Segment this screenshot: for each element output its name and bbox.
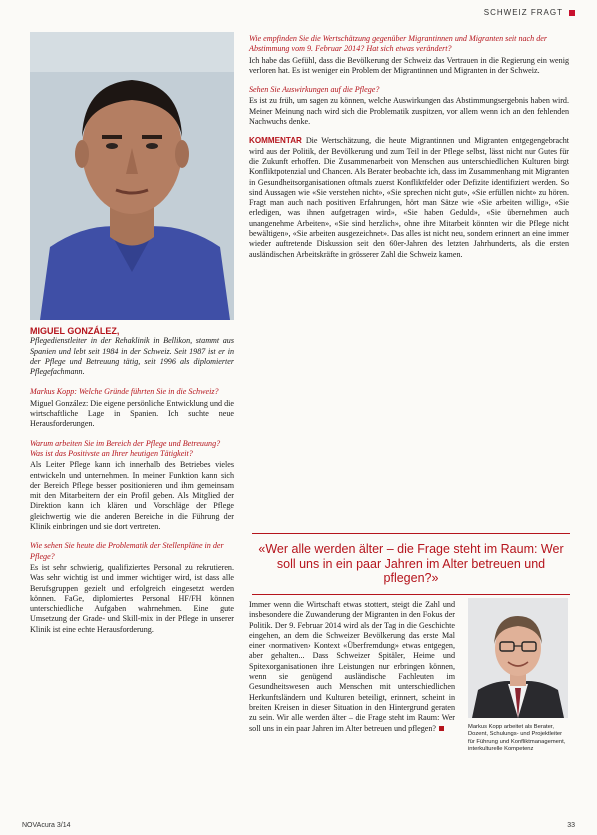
- page-footer: [22, 822, 575, 829]
- publication-name: NOVAcura 3/14: [22, 822, 71, 829]
- page-number: 33: [567, 822, 575, 829]
- end-of-article-icon: [439, 726, 444, 731]
- answer: Es ist sehr schwierig, qualifiziertes Personal zu rekrutieren. Was sehr wichtig ist und immer wichtiger wird, ist dass alle Berufsgruppen gezielt und erfolgreich eingesetzt werden können. FaGe, diplomiertes Personal HF/FH können unterschiedliche Aufgaben wahrnehmen. Eine gute Umsetzung der Grade- und Skill-mix in der Pflege in unserer Klinik ist eine echte Herausforderung.: [30, 562, 234, 634]
- kommentar-text: Die Wertschätzung, die heute Migrantinnen und Migranten entgegengebracht wird aus der Politik, der Bevölkerung und zum Teil in der Pflege selbst, lässt nicht nur Gutes für die Zukunft erhoffen. Die Zusammenarbeit von Menschen aus unterschiedlichen Kulturen birgt Konfliktpotenzial und Chancen. Als Berater beobachte ich, dass im Zusammenhang mit Migranten in Gesundheitsorganisationen oftmals zuerst Konfliktfelder oder Defizite identifiziert werden. So sind Aussagen wie «Sie verstehen nicht», «Sie sprechen nicht gut», «Sie erfüllen nicht» zu hören. Fragt man auch nach positiven Erfahrungen, hört man Sätze wie «Sie arbeiten willig», «Sie erledigen, was ihnen aufgetragen wird», «Sie haben Geduld», «Sie übernehmen auch unangenehme Arbeiten», «Sie sind herzlich», ohne ihre Mitarbeit könnten wir die Pflege nicht bewältigen», «Sie arbeiten ausgezeichnet». Das alles ist nicht neu, sondern erinnert an eine immer wieder auftretende Diskussion seit den 60er-Jahren des letzten Jahrhunderts, als die ersten ausländischen Arbeitskräfte in grösserer Zahl die Schweiz kamen.: [249, 136, 569, 259]
- question: Wie empfinden Sie die Wertschätzung gegenüber Migrantinnen und Migranten seit nach der Abstimmung vom 9. Februar 2014? Hat sich etwas verändert?: [249, 34, 547, 54]
- section-label: SCHWEIZ FRAGT: [483, 8, 563, 17]
- question: Warum arbeiten Sie im Bereich der Pflege und Betreuung? Was ist das Positivste an Ihrer heutigen Tätigkeit?: [30, 438, 221, 458]
- interview-left-column: [30, 326, 234, 644]
- question: Wie sehen Sie heute die Problematik der Stellenpläne in der Pflege?: [30, 541, 224, 561]
- question: Markus Kopp: Welche Gründe führten Sie in die Schweiz?: [30, 387, 219, 397]
- interview-right-column: [249, 34, 569, 269]
- pull-quote: «Wer alle werden älter – die Frage steht im Raum: Wer soll uns in ein paar Jahren im Alter betreuen und pflegen?»: [252, 533, 570, 595]
- answer: Miguel González: Die eigene persönliche Entwicklung und die wirtschaftliche Lage in Spanien. Ich suchte neue Herausforderungen.: [30, 398, 234, 429]
- answer: Als Leiter Pflege kann ich innerhalb des Betriebes vieles entwickeln und unternehmen. In meiner Funktion kann sich der Bereich Pflege besser positionieren und ihm gemeinsam mit den Mitarbeitern der ein Profil geben. Als Mitglied der Direktion kann ich klären und Vorschläge der Pflege gleichwertig wie die anderen Bereiche in die Führung der Klinik einbringen und sie dort vertreten.: [30, 460, 234, 532]
- closing-text: Immer wenn die Wirtschaft etwas stottert, steigt die Zahl und insbesondere die Zuwanderung der Migranten in den Fokus der Politik. Der 9. Februar 2014 wird als der Tag in die Geschichte eingehen, an dem die Schweizer Bevölkerung das erste Mal einer ‹normativen› Kontext «Überfremdung» etwas entgegen, aber gehalten... Dass Schweizer Spitäler, Heime und Spitexorganisationen ihre Leistungen nur erbringen können, wenn sie genügend ausländische Fachleuten im Gesundheitswesen auch Menschen mit unterschiedlichen Herkunftsländern und Kulturen beteiligt, erinnert, scheint in breiten Kreisen in dieser Situation in den Hintergrund geraten zu sein. Wir alle werden älter – die Frage steht im Raum: Wer soll uns in ein paar Jahren im Alter betreuen und pflegen?: [249, 600, 455, 733]
- answer: Ich habe das Gefühl, dass die Bevölkerung der Schweiz das Vertrauen in die Regierung ein wenig verloren hat. Es ist weniger ein Problem der Migrantinnen und Migranten in der Schweiz.: [249, 55, 569, 75]
- photo-caption-kopp: Markus Kopp arbeitet als Berater, Dozent, Schulungs- und Projektleiter für Führung und Konfliktmanagement, interkulturelle Kompetenz: [468, 724, 566, 753]
- section-header: [484, 8, 575, 17]
- kommentar-paragraph: [249, 136, 569, 260]
- kommentar-label: KOMMENTAR: [249, 136, 302, 146]
- closing-paragraph: [249, 600, 455, 734]
- interviewee-bio: Pflegedienstleiter in der Rehaklinik in Bellikon, stammt aus Spanien und lebt seit 1984 in der Schweiz. Seit 1987 ist er in der Pflege und Betreuung tätig, seit 1996 als diplomierter Pflegefachmann.: [30, 336, 234, 377]
- section-marker-icon: [569, 10, 575, 16]
- answer: Es ist zu früh, um sagen zu können, welche Auswirkungen das Abstimmungsergebnis haben wird. Meiner Meinung nach wird sich die Problematik zuspitzen, vor allem wenn ich an den fehlenden Nachwuchs denke.: [249, 96, 569, 127]
- portrait-photo-gonzalez: [30, 32, 234, 320]
- portrait-photo-kopp: [468, 598, 568, 718]
- question: Sehen Sie Auswirkungen auf die Pflege?: [249, 85, 380, 95]
- interviewee-name: MIGUEL GONZÁLEZ,: [30, 326, 120, 336]
